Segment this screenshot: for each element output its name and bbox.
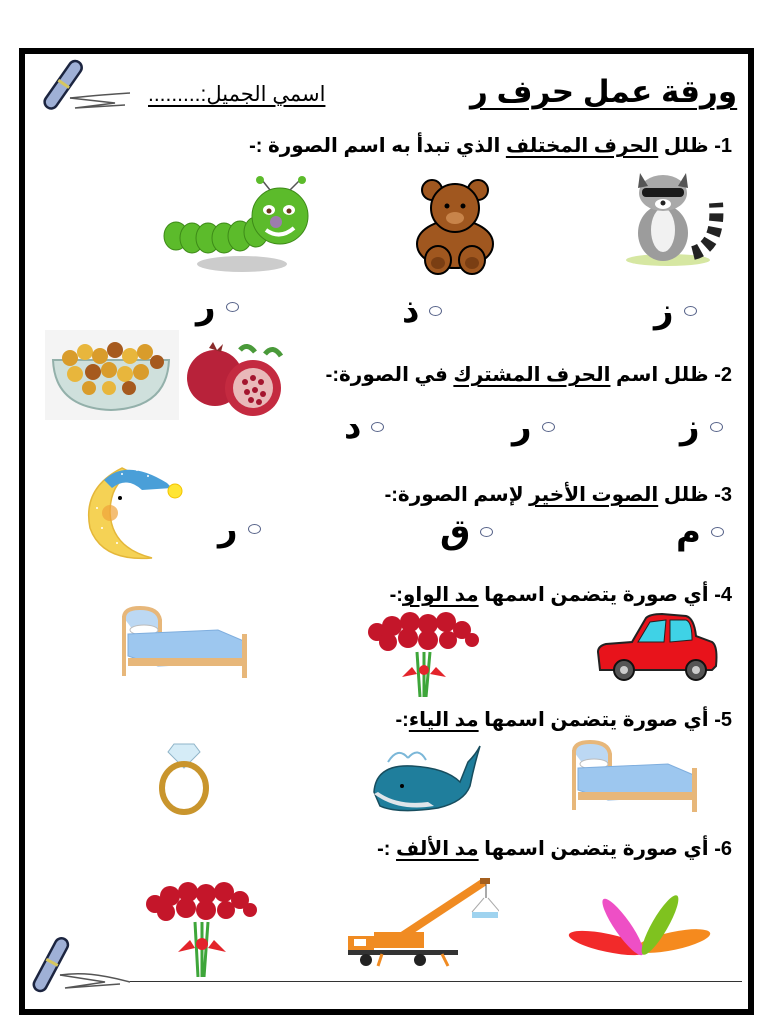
pen-icon-top bbox=[40, 58, 150, 113]
name-label: اسمي الجميل: bbox=[200, 83, 326, 106]
pen-icon-bottom bbox=[30, 930, 140, 995]
q3-option-3[interactable]: ر bbox=[218, 512, 261, 546]
q2-option-2[interactable]: ر bbox=[512, 410, 555, 444]
rose-bouquet-image bbox=[362, 612, 482, 697]
q2-option-1[interactable]: ز bbox=[680, 410, 723, 444]
bowl-of-jujube-image bbox=[45, 330, 179, 420]
teddy-bear-image bbox=[412, 176, 502, 276]
question-6: 6- أي صورة يتضمن اسمها مد الألف :- bbox=[377, 838, 732, 860]
q2-option-3[interactable]: د bbox=[344, 410, 384, 444]
question-1: 1- ظلل الحرف المختلف الذي تبدأ به اسم الصورة :- bbox=[249, 135, 732, 157]
q3-option-2[interactable]: ق bbox=[440, 515, 493, 549]
rose-bouquet-image-2 bbox=[140, 882, 260, 977]
radio-circle[interactable] bbox=[542, 422, 555, 432]
q3-option-1[interactable]: م bbox=[676, 515, 724, 549]
question-4: 4- أي صورة يتضمن اسمها مد الواو:- bbox=[389, 584, 732, 606]
radio-circle[interactable] bbox=[480, 527, 493, 537]
name-field[interactable] bbox=[148, 82, 325, 107]
bed-image bbox=[118, 606, 253, 681]
radio-circle[interactable] bbox=[710, 422, 723, 432]
q1-option-3[interactable]: ر bbox=[196, 290, 239, 324]
bed-image-2 bbox=[568, 740, 703, 815]
radio-circle[interactable] bbox=[226, 302, 239, 312]
q1-option-2[interactable]: ذ bbox=[402, 294, 442, 328]
raccoon-image bbox=[618, 168, 728, 268]
radio-circle[interactable] bbox=[684, 306, 697, 316]
question-5: 5- أي صورة يتضمن اسمها مد الياء:- bbox=[395, 709, 732, 731]
radio-circle[interactable] bbox=[429, 306, 442, 316]
radio-circle[interactable] bbox=[711, 527, 724, 537]
name-dots: ......... bbox=[148, 83, 201, 106]
radio-circle[interactable] bbox=[371, 422, 384, 432]
ring-image bbox=[156, 740, 212, 815]
feathers-image bbox=[568, 895, 713, 970]
caterpillar-image bbox=[162, 176, 322, 276]
pomegranate-image bbox=[185, 340, 290, 420]
question-3: 3- ظلل الصوت الأخير لإسم الصورة:- bbox=[384, 484, 732, 506]
whale-image bbox=[368, 742, 488, 817]
bottom-rule bbox=[130, 981, 742, 982]
crescent-moon-image bbox=[82, 458, 197, 563]
crane-image bbox=[344, 876, 499, 968]
question-2: 2- ظلل اسم الحرف المشترك في الصورة:- bbox=[325, 364, 732, 386]
radio-circle[interactable] bbox=[248, 524, 261, 534]
q1-option-1[interactable]: ز bbox=[654, 294, 697, 328]
car-image bbox=[592, 612, 722, 682]
page-title: ورقة عمل حرف ر bbox=[470, 74, 738, 109]
